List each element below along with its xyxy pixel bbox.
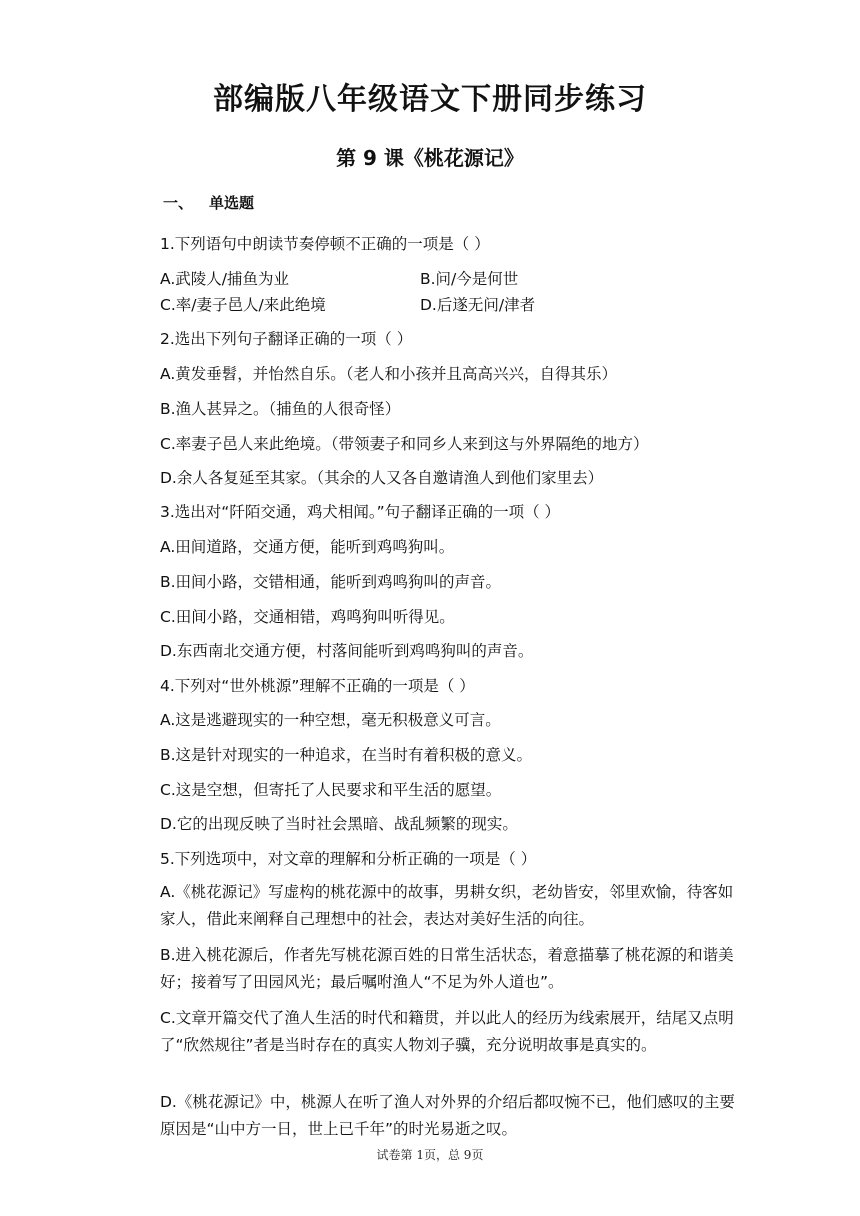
option-4d: D.它的出现反映了当时社会黑暗、战乱频繁的现实。 <box>160 815 518 833</box>
option-1c: C.率/妻子邑人/来此绝境 <box>160 296 326 314</box>
question-stem-4: 4.下列对“世外桃源”理解不正确的一项是（ ） <box>160 677 475 695</box>
section-label: 单选题 <box>209 194 255 212</box>
option-3b: B.田间小路，交错相通，能听到鸡鸣狗叫的声音。 <box>160 573 502 591</box>
question-stem-1: 1.下列语句中朗读节奏停顿不正确的一项是（ ） <box>160 235 490 253</box>
option-5c: C.文章开篇交代了渔人生活的时代和籍贯，并以此人的经历为线索展开，结尾又点明了“欣然规往”者是当时存在的真实人物刘子骥，充分说明故事是真实的。 <box>160 1009 734 1054</box>
option-4b: B.这是针对现实的一种追求，在当时有着积极的意义。 <box>160 746 533 764</box>
option-2b: B.渔人甚异之。（捕鱼的人很奇怪） <box>160 400 401 418</box>
question-1-options-row-1 <box>160 268 519 290</box>
lesson-subtitle: 第 9 课《桃花源记》 <box>336 146 524 170</box>
option-1a: A.武陵人/捕鱼为业 <box>160 270 289 288</box>
section-heading <box>163 192 254 213</box>
question-stem-3: 3.选出对“阡陌交通，鸡犬相闻。”句子翻译正确的一项（ ） <box>160 503 561 521</box>
option-2c: C.率妻子邑人来此绝境。（带领妻子和同乡人来到这与外界隔绝的地方） <box>160 435 649 453</box>
option-2d: D.余人各复延至其家。（其余的人又各自邀请渔人到他们家里去） <box>160 469 604 487</box>
option-2a: A.黄发垂髫，并怡然自乐。（老人和小孩并且高高兴兴，自得其乐） <box>160 365 618 383</box>
page-footer: 试卷第 1页，总 9页 <box>376 1148 484 1162</box>
option-1d: D.后遂无问/津者 <box>420 296 536 314</box>
option-5a: A.《桃花源记》写虚构的桃花源中的故事，男耕女织，老幼皆安，邻里欢愉，待客如家人，借此来阐释自己理想中的社会，表达对美好生活的向往。 <box>160 883 734 928</box>
option-3c: C.田间小路，交通相错，鸡鸣狗叫听得见。 <box>160 608 455 626</box>
option-3a: A.田间道路，交通方便，能听到鸡鸣狗叫。 <box>160 538 455 556</box>
option-4a: A.这是逃避现实的一种空想，毫无积极意义可言。 <box>160 711 501 729</box>
section-number: 一、 <box>163 194 194 212</box>
option-1b: B.问/今是何世 <box>420 270 519 288</box>
option-3d: D.东西南北交通方便，村落间能听到鸡鸣狗叫的声音。 <box>160 642 534 660</box>
option-4c: C.这是空想，但寄托了人民要求和平生活的愿望。 <box>160 781 502 799</box>
option-5b: B.进入桃花源后，作者先写桃花源百姓的日常生活状态，着意描摹了桃花源的和谐美好；接着写了田园风光；最后嘱咐渔人“不足为外人道也”。 <box>160 946 734 991</box>
question-stem-2: 2.选出下列句子翻译正确的一项（ ） <box>160 330 413 348</box>
page-title: 部编版八年级语文下册同步练习 <box>213 82 647 117</box>
question-1-options-row-2 <box>160 294 536 316</box>
question-stem-5: 5.下列选项中，对文章的理解和分析正确的一项是（ ） <box>160 850 537 868</box>
option-5d: D.《桃花源记》中，桃源人在听了渔人对外界的介绍后都叹惋不已，他们感叹的主要原因是“山中方一日，世上已千年”的时光易逝之叹。 <box>160 1093 735 1138</box>
